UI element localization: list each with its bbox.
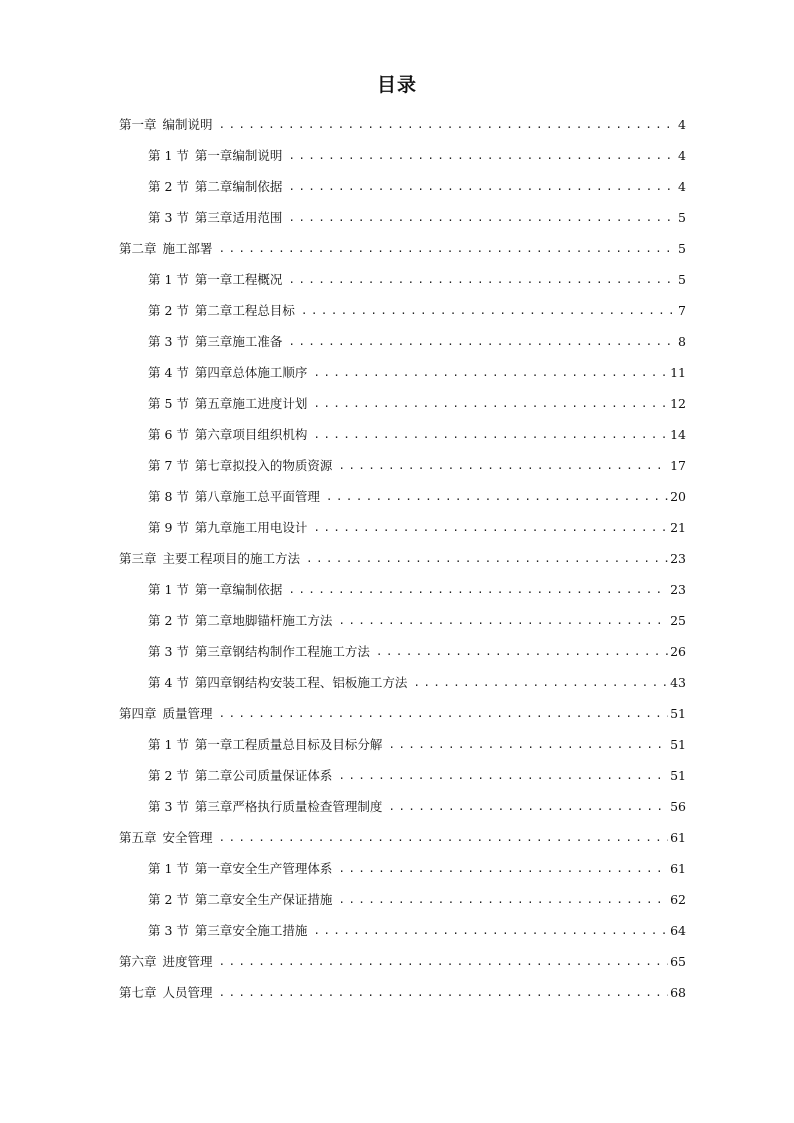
toc-dot-leader — [376, 636, 668, 667]
toc-section-entry[interactable] — [119, 264, 686, 295]
toc-entry-label — [148, 853, 338, 884]
toc-section-entry[interactable] — [119, 667, 686, 698]
toc-entry-number: 第六章 — [119, 954, 157, 969]
toc-entry-label — [148, 884, 338, 915]
toc-page-number: 64 — [670, 923, 686, 938]
toc-page-number: 5 — [678, 272, 686, 287]
toc-dot-leader — [338, 605, 668, 636]
toc-page-number: 23 — [670, 582, 686, 597]
toc-entry-text: 第二章编制依据 — [194, 179, 283, 194]
toc-dot-leader — [413, 667, 668, 698]
toc-entry-label — [119, 698, 219, 729]
toc-entry-number: 第 1 节 — [148, 737, 189, 752]
toc-entry-text: 第八章施工总平面管理 — [194, 489, 320, 504]
toc-page-number: 25 — [670, 613, 686, 628]
toc-entry-label — [148, 512, 313, 543]
toc-entry-number: 第 3 节 — [148, 923, 189, 938]
toc-entry-text: 第二章安全生产保证措施 — [194, 892, 333, 907]
toc-entry-number: 第 9 节 — [148, 520, 189, 535]
toc-entry-label — [148, 202, 288, 233]
toc-section-entry[interactable] — [119, 853, 686, 884]
toc-entry-number: 第二章 — [119, 241, 157, 256]
toc-entry-label — [148, 295, 301, 326]
toc-entry-label — [119, 109, 219, 140]
toc-entry-label — [148, 791, 388, 822]
toc-entry-text: 第三章安全施工措施 — [194, 923, 308, 938]
toc-section-entry[interactable] — [119, 357, 686, 388]
toc-section-entry[interactable] — [119, 605, 686, 636]
toc-dot-leader — [219, 109, 677, 140]
toc-page-number: 23 — [670, 551, 686, 566]
toc-entry-number: 第七章 — [119, 985, 157, 1000]
toc-entry-label — [148, 419, 313, 450]
toc-chapter-entry[interactable] — [119, 946, 686, 977]
toc-entry-text: 第六章项目组织机构 — [194, 427, 308, 442]
toc-entry-number: 第三章 — [119, 551, 157, 566]
toc-page-number: 61 — [670, 861, 686, 876]
toc-entry-number: 第一章 — [119, 117, 157, 132]
toc-page-number: 7 — [678, 303, 686, 318]
toc-dot-leader — [306, 543, 668, 574]
toc-chapter-entry[interactable] — [119, 543, 686, 574]
toc-entry-text: 编制说明 — [162, 117, 213, 132]
toc-section-entry[interactable] — [119, 295, 686, 326]
toc-entry-text: 第七章拟投入的物质资源 — [194, 458, 333, 473]
toc-entry-text: 施工部署 — [162, 241, 213, 256]
toc-entry-number: 第 3 节 — [148, 799, 189, 814]
toc-section-entry[interactable] — [119, 791, 686, 822]
toc-entry-label — [148, 357, 313, 388]
toc-dot-leader — [338, 853, 668, 884]
toc-entry-text: 第四章钢结构安装工程、铝板施工方法 — [194, 675, 408, 690]
toc-entry-label — [148, 605, 338, 636]
toc-section-entry[interactable] — [119, 729, 686, 760]
toc-dot-leader — [288, 574, 668, 605]
toc-entry-label — [119, 233, 219, 264]
toc-entry-label — [119, 977, 219, 1008]
toc-entry-label — [148, 171, 288, 202]
toc-entry-text: 第二章公司质量保证体系 — [194, 768, 333, 783]
toc-entry-text: 第一章编制依据 — [194, 582, 283, 597]
toc-page-number: 8 — [678, 334, 686, 349]
toc-page-number: 51 — [670, 737, 686, 752]
toc-page-number: 12 — [670, 396, 686, 411]
toc-dot-leader — [288, 264, 676, 295]
toc-entry-text: 第四章总体施工顺序 — [194, 365, 308, 380]
toc-entry-number: 第 4 节 — [148, 675, 189, 690]
toc-dot-leader — [313, 512, 668, 543]
toc-entry-number: 第 3 节 — [148, 644, 189, 659]
toc-page-number: 68 — [670, 985, 686, 1000]
toc-chapter-entry[interactable] — [119, 233, 686, 264]
toc-entry-number: 第四章 — [119, 706, 157, 721]
toc-page-number: 14 — [670, 427, 686, 442]
toc-entry-text: 第一章工程概况 — [194, 272, 283, 287]
toc-entry-number: 第 6 节 — [148, 427, 189, 442]
toc-section-entry[interactable] — [119, 636, 686, 667]
toc-page-number: 51 — [670, 768, 686, 783]
toc-page-number: 4 — [678, 179, 686, 194]
toc-page-number: 26 — [670, 644, 686, 659]
toc-entry-text: 第三章施工准备 — [194, 334, 283, 349]
toc-entry-label — [119, 822, 219, 853]
toc-dot-leader — [313, 388, 668, 419]
toc-entry-label — [148, 729, 388, 760]
toc-dot-leader — [313, 357, 668, 388]
toc-dot-leader — [326, 481, 668, 512]
toc-dot-leader — [313, 419, 668, 450]
toc-page-number: 11 — [670, 365, 686, 380]
toc-entry-label — [148, 667, 413, 698]
toc-entry-number: 第 3 节 — [148, 210, 189, 225]
toc-dot-leader — [288, 202, 676, 233]
toc-dot-leader — [388, 729, 668, 760]
toc-entry-text: 第三章严格执行质量检查管理制度 — [194, 799, 383, 814]
toc-title: 目录 — [376, 74, 417, 96]
toc-chapter-entry[interactable] — [119, 109, 686, 140]
toc-section-entry[interactable] — [119, 202, 686, 233]
toc-section-entry[interactable] — [119, 481, 686, 512]
toc-entry-number: 第 1 节 — [148, 861, 189, 876]
toc-entry-text: 第二章地脚锚杆施工方法 — [194, 613, 333, 628]
toc-dot-leader — [288, 326, 676, 357]
toc-section-entry[interactable] — [119, 574, 686, 605]
toc-dot-leader — [338, 450, 668, 481]
toc-entry-number: 第 1 节 — [148, 148, 189, 163]
toc-entry-text: 质量管理 — [162, 706, 213, 721]
toc-section-entry[interactable] — [119, 760, 686, 791]
toc-section-entry[interactable] — [119, 140, 686, 171]
toc-entry-label — [148, 915, 313, 946]
toc-entry-text: 第五章施工进度计划 — [194, 396, 308, 411]
toc-entry-number: 第 2 节 — [148, 613, 189, 628]
toc-section-entry[interactable] — [119, 450, 686, 481]
toc-dot-leader — [219, 698, 669, 729]
toc-entry-text: 安全管理 — [162, 830, 213, 845]
toc-dot-leader — [219, 822, 669, 853]
toc-section-entry[interactable] — [119, 915, 686, 946]
toc-entry-label — [148, 264, 288, 295]
toc-entry-text: 第二章工程总目标 — [194, 303, 295, 318]
toc-entry-number: 第五章 — [119, 830, 157, 845]
toc-section-entry[interactable] — [119, 419, 686, 450]
toc-entry-number: 第 8 节 — [148, 489, 189, 504]
toc-page-number: 20 — [670, 489, 686, 504]
toc-dot-leader — [288, 140, 676, 171]
toc-section-entry[interactable] — [119, 388, 686, 419]
toc-entry-number: 第 2 节 — [148, 892, 189, 907]
toc-entry-label — [148, 326, 288, 357]
toc-entry-label — [119, 946, 219, 977]
toc-entry-number: 第 1 节 — [148, 582, 189, 597]
toc-entry-text: 第一章编制说明 — [194, 148, 283, 163]
toc-chapter-entry[interactable] — [119, 977, 686, 1008]
toc-section-entry[interactable] — [119, 326, 686, 357]
toc-page-number: 4 — [678, 117, 686, 132]
toc-page-number: 21 — [670, 520, 686, 535]
toc-entry-number: 第 7 节 — [148, 458, 189, 473]
toc-page-number: 61 — [670, 830, 686, 845]
toc-page-number: 5 — [678, 241, 686, 256]
toc-dot-leader — [219, 946, 669, 977]
toc-chapter-entry[interactable] — [119, 822, 686, 853]
toc-entry-text: 第一章安全生产管理体系 — [194, 861, 333, 876]
toc-page-number: 51 — [670, 706, 686, 721]
toc-entry-number: 第 3 节 — [148, 334, 189, 349]
toc-entry-label — [148, 140, 288, 171]
toc-dot-leader — [219, 977, 669, 1008]
toc-page-number: 4 — [678, 148, 686, 163]
toc-dot-leader — [338, 760, 668, 791]
toc-entry-label — [148, 481, 326, 512]
toc-page-number: 65 — [670, 954, 686, 969]
toc-page-number: 17 — [670, 458, 686, 473]
toc-dot-leader — [313, 915, 668, 946]
toc-entry-number: 第 2 节 — [148, 303, 189, 318]
toc-section-entry[interactable] — [119, 171, 686, 202]
toc-entry-text: 第三章适用范围 — [194, 210, 283, 225]
toc-page-number: 62 — [670, 892, 686, 907]
toc-entry-label — [148, 760, 338, 791]
toc-entry-label — [148, 388, 313, 419]
toc-entry-number: 第 5 节 — [148, 396, 189, 411]
toc-section-entry[interactable] — [119, 512, 686, 543]
toc-entry-text: 第九章施工用电设计 — [194, 520, 308, 535]
toc-section-entry[interactable] — [119, 884, 686, 915]
toc-dot-leader — [388, 791, 668, 822]
toc-entry-label — [119, 543, 306, 574]
toc-entry-number: 第 2 节 — [148, 179, 189, 194]
toc-dot-leader — [301, 295, 676, 326]
toc-dot-leader — [219, 233, 677, 264]
toc-entry-number: 第 2 节 — [148, 768, 189, 783]
toc-entry-text: 主要工程项目的施工方法 — [162, 551, 301, 566]
toc-page-number: 5 — [678, 210, 686, 225]
toc-entry-text: 人员管理 — [162, 985, 213, 1000]
toc-entry-text: 进度管理 — [162, 954, 213, 969]
table-of-contents — [119, 109, 686, 1008]
toc-dot-leader — [288, 171, 676, 202]
toc-entry-number: 第 1 节 — [148, 272, 189, 287]
toc-entry-label — [148, 574, 288, 605]
toc-entry-text: 第一章工程质量总目标及目标分解 — [194, 737, 383, 752]
toc-entry-label — [148, 636, 376, 667]
toc-page-number: 56 — [670, 799, 686, 814]
toc-page-number: 43 — [670, 675, 686, 690]
toc-entry-number: 第 4 节 — [148, 365, 189, 380]
toc-chapter-entry[interactable] — [119, 698, 686, 729]
toc-entry-text: 第三章钢结构制作工程施工方法 — [194, 644, 370, 659]
toc-dot-leader — [338, 884, 668, 915]
toc-entry-label — [148, 450, 338, 481]
